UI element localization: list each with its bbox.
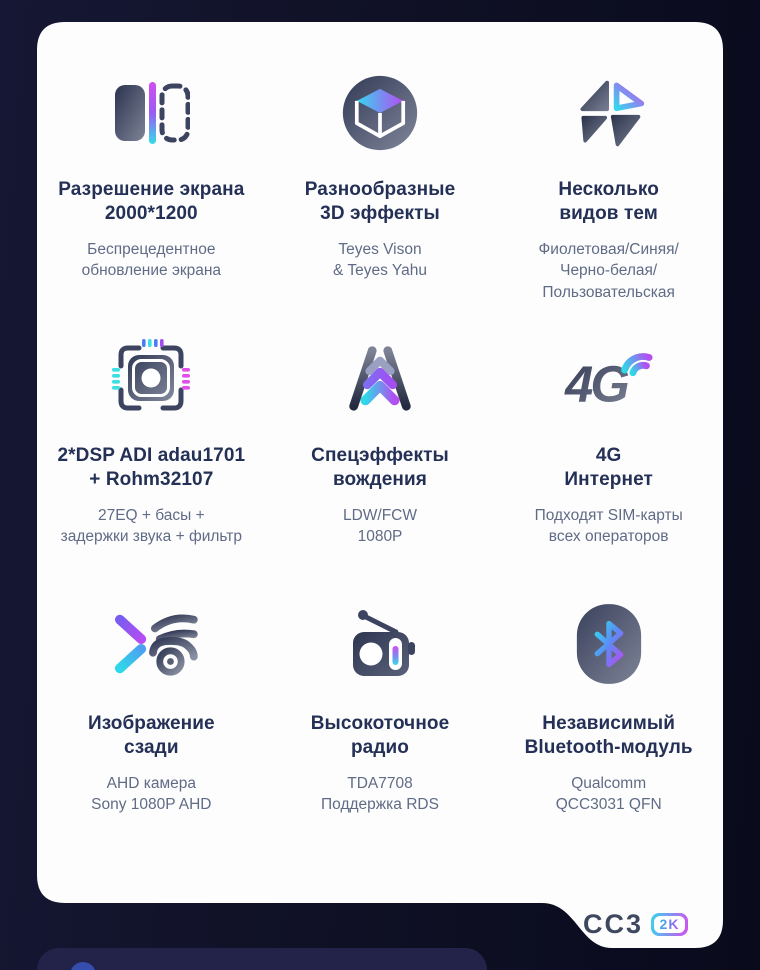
brand-logo xyxy=(548,901,723,948)
brand-logo-text: CC3 xyxy=(583,909,644,939)
radio-icon xyxy=(338,598,422,690)
feature-title: Несколько видов тем xyxy=(558,179,659,224)
feature-title: 2*DSP ADI adau1701 + Rohm32107 xyxy=(57,445,246,490)
2k-badge-label: 2K xyxy=(659,915,680,932)
feature-title: Разрешение экрана 2000*1200 xyxy=(58,179,245,224)
rear-camera-icon xyxy=(103,598,199,690)
screen-resolution-icon xyxy=(112,74,190,152)
feature-title: Разнообразные 3D эффекты xyxy=(304,179,456,224)
feature-subtitle: Teyes Vison & Teyes Yahu xyxy=(333,241,427,280)
feature-grid xyxy=(37,22,723,903)
feature-title: Независимый Bluetooth-модуль xyxy=(524,713,693,758)
feature-cell-screen-resolution xyxy=(37,22,266,310)
feature-subtitle: Qualcomm QCC3031 QFN xyxy=(555,775,662,814)
feature-subtitle: TDA7708 Поддержка RDS xyxy=(321,775,439,814)
feature-subtitle: Беспрецедентное обновление экрана xyxy=(81,241,222,280)
svg-text:4G: 4G xyxy=(564,355,627,413)
next-section-decoration xyxy=(70,962,96,970)
feature-subtitle: LDW/FCW 1080P xyxy=(342,507,418,546)
feature-title: 4G Интернет xyxy=(564,445,653,490)
feature-subtitle: Подходят SIM-карты всех операторов xyxy=(534,507,683,546)
2k-badge-inner xyxy=(654,916,686,933)
2k-badge xyxy=(651,913,688,935)
lane-assist-icon xyxy=(339,336,421,420)
themes-pinwheel-icon xyxy=(569,74,649,152)
feature-cell-themes xyxy=(494,22,723,310)
next-section-card xyxy=(37,948,487,970)
feature-cell-bluetooth xyxy=(494,576,723,903)
feature-cell-3d-effects xyxy=(266,22,495,310)
feature-title: Высокоточное радио xyxy=(310,713,450,758)
feature-cell-radio xyxy=(266,576,495,903)
feature-cell-driving-effects xyxy=(266,310,495,576)
dsp-chip-icon xyxy=(109,336,193,420)
feature-cell-4g-internet xyxy=(494,310,723,576)
bluetooth-icon xyxy=(572,598,646,690)
feature-subtitle: 27EQ + басы + задержки звука + фильтр xyxy=(60,507,242,546)
feature-cell-dsp xyxy=(37,310,266,576)
feature-subtitle: AHD камера Sony 1080P AHD xyxy=(91,775,212,814)
feature-title: Изображение сзади xyxy=(87,713,215,758)
4g-signal-icon xyxy=(563,336,655,420)
feature-subtitle: Фиолетовая/Синяя/ Черно-белая/ Пользовательская xyxy=(538,241,679,301)
feature-title: Спецэффекты вождения xyxy=(311,445,449,490)
3d-cube-icon xyxy=(341,74,419,152)
feature-cell-rear-view xyxy=(37,576,266,903)
